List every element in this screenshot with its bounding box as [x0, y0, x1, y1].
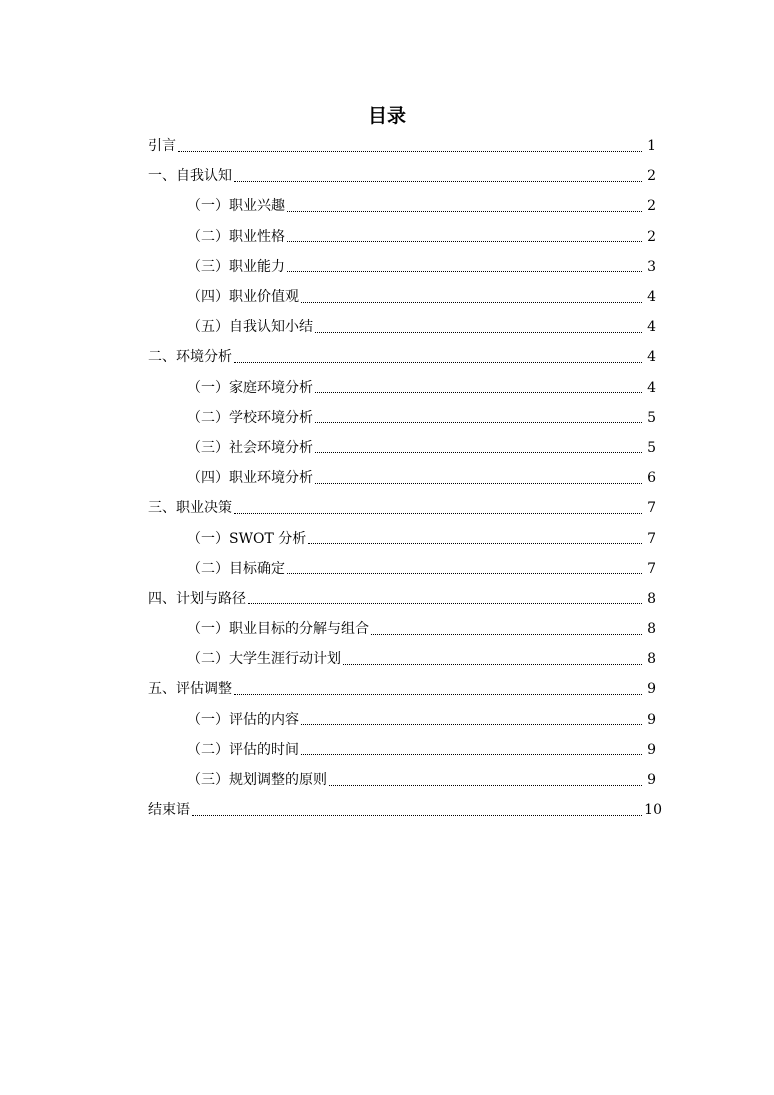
toc-entry[interactable] — [0, 584, 774, 614]
toc-entry-label[interactable]: （一）SWOT 分析 — [187, 530, 307, 547]
toc-dot-leader — [287, 211, 642, 212]
toc-entry-label[interactable]: 二、环境分析 — [148, 349, 232, 366]
toc-entry-label[interactable]: （一）职业目标的分解与组合 — [187, 621, 369, 638]
toc-page-number[interactable]: 9 — [647, 711, 656, 728]
toc-dot-leader — [301, 724, 642, 725]
toc-dot-leader — [248, 603, 642, 604]
toc-entry[interactable] — [0, 523, 774, 553]
toc-page-number[interactable]: 4 — [647, 379, 656, 396]
toc-page-number[interactable]: 2 — [647, 198, 656, 215]
toc-entry-label[interactable]: （二）大学生涯行动计划 — [187, 651, 341, 668]
table-of-contents — [0, 131, 774, 825]
toc-entry[interactable] — [0, 161, 774, 191]
toc-entry[interactable] — [0, 191, 774, 221]
toc-dot-leader — [192, 815, 642, 816]
toc-dot-leader — [287, 573, 642, 574]
toc-entry[interactable] — [0, 222, 774, 252]
toc-entry[interactable] — [0, 433, 774, 463]
toc-page-number[interactable]: 7 — [647, 560, 656, 577]
toc-page-number[interactable]: 4 — [647, 349, 656, 366]
toc-entry[interactable] — [0, 765, 774, 795]
toc-entry[interactable] — [0, 674, 774, 704]
toc-dot-leader — [343, 664, 642, 665]
toc-entry[interactable] — [0, 312, 774, 342]
toc-page-number[interactable]: 4 — [647, 319, 656, 336]
toc-page-number[interactable]: 5 — [647, 409, 656, 426]
toc-page-number[interactable]: 7 — [647, 530, 656, 547]
toc-entry[interactable] — [0, 282, 774, 312]
toc-entry-label[interactable]: （一）家庭环境分析 — [187, 379, 313, 396]
toc-page-number[interactable]: 8 — [647, 590, 656, 607]
toc-entry[interactable] — [0, 463, 774, 493]
toc-entry[interactable] — [0, 554, 774, 584]
toc-entry-label[interactable]: （三）社会环境分析 — [187, 439, 313, 456]
toc-entry-label[interactable]: （五）自我认知小结 — [187, 319, 313, 336]
toc-page-number[interactable]: 2 — [647, 228, 656, 245]
toc-entry-label[interactable]: （一）评估的内容 — [187, 711, 299, 728]
toc-entry-label[interactable]: 一、自我认知 — [148, 168, 232, 185]
toc-dot-leader — [301, 754, 642, 755]
toc-entry-label[interactable]: 三、职业决策 — [148, 500, 232, 517]
toc-dot-leader — [301, 302, 642, 303]
toc-dot-leader — [315, 392, 642, 393]
toc-page-number[interactable]: 7 — [647, 500, 656, 517]
toc-entry[interactable] — [0, 403, 774, 433]
toc-page-number[interactable]: 6 — [647, 470, 656, 487]
toc-entry[interactable] — [0, 795, 774, 825]
toc-entry-label[interactable]: 引言 — [148, 138, 176, 155]
toc-page-number[interactable]: 9 — [647, 681, 656, 698]
toc-entry[interactable] — [0, 644, 774, 674]
toc-dot-leader — [234, 181, 642, 182]
toc-page-number[interactable]: 9 — [647, 772, 656, 789]
toc-page-number[interactable]: 9 — [647, 741, 656, 758]
toc-page-number[interactable]: 10 — [644, 802, 662, 819]
toc-entry-label[interactable]: 五、评估调整 — [148, 681, 232, 698]
toc-dot-leader — [234, 694, 642, 695]
toc-entry[interactable] — [0, 373, 774, 403]
toc-entry-label[interactable]: （三）职业能力 — [187, 258, 285, 275]
toc-dot-leader — [315, 422, 642, 423]
toc-entry-label[interactable]: （四）职业价值观 — [187, 289, 299, 306]
page-title: 目录 — [367, 105, 406, 127]
toc-page-number[interactable]: 4 — [647, 289, 656, 306]
toc-entry[interactable] — [0, 614, 774, 644]
toc-page-number[interactable]: 2 — [647, 168, 656, 185]
toc-dot-leader — [329, 785, 642, 786]
toc-entry-label[interactable]: 结束语 — [148, 802, 190, 819]
toc-entry[interactable] — [0, 493, 774, 523]
toc-dot-leader — [234, 362, 642, 363]
toc-dot-leader — [287, 241, 642, 242]
toc-entry-label[interactable]: （二）评估的时间 — [187, 741, 299, 758]
toc-dot-leader — [287, 271, 642, 272]
toc-entry[interactable] — [0, 735, 774, 765]
toc-dot-leader — [178, 151, 642, 152]
toc-dot-leader — [315, 483, 642, 484]
toc-page-number[interactable]: 1 — [647, 138, 656, 155]
toc-page-number[interactable]: 8 — [647, 621, 656, 638]
toc-entry-label[interactable]: （四）职业环境分析 — [187, 470, 313, 487]
toc-page-number[interactable]: 5 — [647, 439, 656, 456]
toc-entry[interactable] — [0, 252, 774, 282]
toc-entry[interactable] — [0, 705, 774, 735]
toc-entry[interactable] — [0, 131, 774, 161]
toc-entry-label[interactable]: （二）职业性格 — [187, 228, 285, 245]
toc-entry[interactable] — [0, 342, 774, 372]
toc-dot-leader — [308, 543, 642, 544]
toc-entry-label[interactable]: （二）目标确定 — [187, 560, 285, 577]
toc-entry-label[interactable]: 四、计划与路径 — [148, 590, 246, 607]
toc-entry-label[interactable]: （二）学校环境分析 — [187, 409, 313, 426]
toc-dot-leader — [315, 332, 642, 333]
toc-dot-leader — [234, 513, 642, 514]
toc-page-number[interactable]: 3 — [647, 258, 656, 275]
toc-entry-label[interactable]: （三）规划调整的原则 — [187, 772, 327, 789]
toc-dot-leader — [315, 452, 642, 453]
toc-dot-leader — [371, 634, 642, 635]
toc-page-number[interactable]: 8 — [647, 651, 656, 668]
toc-entry-label[interactable]: （一）职业兴趣 — [187, 198, 285, 215]
